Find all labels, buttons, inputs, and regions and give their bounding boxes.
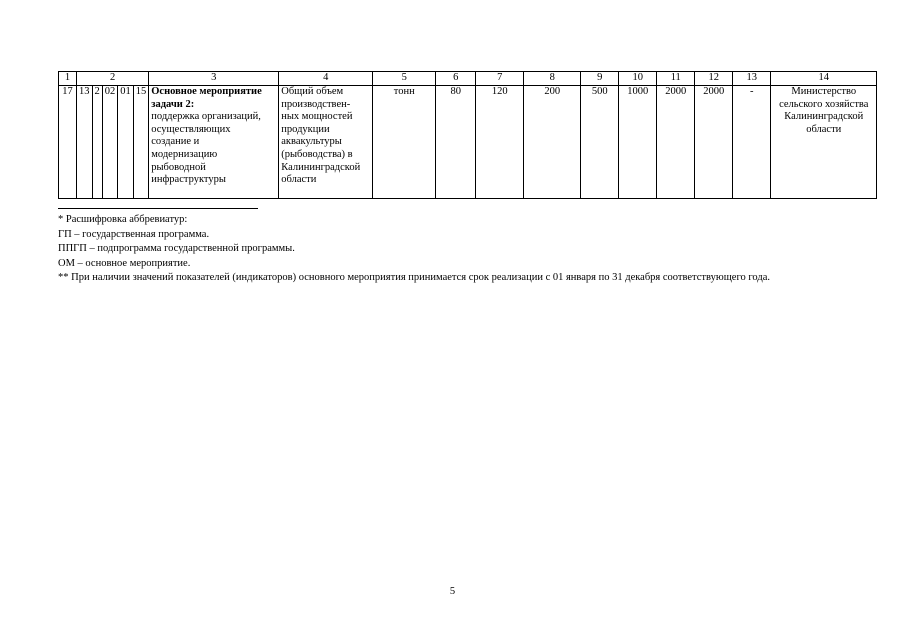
measure-text-line-5: рыбоводной — [151, 161, 206, 173]
header-col-11: 11 — [657, 72, 695, 86]
footnote-abbreviations-title: * Расшифровка аббревиатур: — [58, 214, 188, 225]
header-col-8: 8 — [524, 72, 581, 86]
code-part-c: 02 — [102, 86, 118, 199]
measure-text-line-2: осуществляющих — [151, 123, 231, 135]
indicator-line-7: Калининградской — [281, 161, 361, 173]
indicator-line-8: области — [281, 174, 317, 186]
header-col-10: 10 — [619, 72, 657, 86]
value-col-13: - — [733, 86, 771, 199]
executor-line-1: Министерство — [791, 86, 857, 97]
value-col-9: 500 — [581, 86, 619, 199]
executor-line-4: области — [806, 123, 842, 135]
unit-cell: тонн — [373, 86, 436, 199]
footnote-divider — [58, 208, 258, 209]
header-col-5: 5 — [373, 72, 436, 86]
code-gp: 17 — [59, 86, 77, 199]
value-col-7: 120 — [476, 86, 524, 199]
footnote-deadline: ** При наличии значений показателей (индикаторов) основного мероприятия принимается срок реализации с 01 января по 31 декабря соответствующего года. — [58, 272, 770, 283]
footnote-om: ОМ – основное мероприятие. — [58, 257, 191, 269]
code-part-a: 13 — [77, 86, 93, 199]
table-row — [59, 86, 877, 199]
measure-text-line-6: инфраструктуры — [151, 174, 226, 186]
value-col-10: 1000 — [619, 86, 657, 199]
measure-title-line-2: задачи 2: — [151, 98, 195, 110]
header-col-6: 6 — [436, 72, 476, 86]
value-col-12: 2000 — [695, 86, 733, 199]
measure-text-line-3: создание и — [151, 136, 200, 148]
indicator-line-6: (рыбоводства) в — [281, 148, 353, 160]
value-col-6: 80 — [436, 86, 476, 199]
footnotes — [58, 213, 770, 286]
measure-title-line-1: Основное мероприятие — [151, 86, 262, 97]
indicators-table — [58, 71, 877, 199]
indicator-line-3: ных мощностей — [281, 111, 353, 123]
header-col-13: 13 — [733, 72, 771, 86]
indicator-line-1: Общий объем — [281, 86, 344, 97]
header-col-12: 12 — [695, 72, 733, 86]
value-col-8: 200 — [524, 86, 581, 199]
executor-line-2: сельского хозяйства — [779, 98, 869, 110]
header-col-4: 4 — [279, 72, 373, 86]
code-part-b: 2 — [92, 86, 102, 199]
footnote-gp: ГП – государственная программа. — [58, 228, 210, 240]
code-part-d: 01 — [118, 86, 134, 199]
header-col-2: 2 — [77, 72, 149, 86]
code-part-e: 15 — [133, 86, 149, 199]
executor-cell — [771, 86, 877, 199]
measure-cell — [149, 86, 279, 199]
indicator-line-4: продукции — [281, 123, 330, 135]
header-col-9: 9 — [581, 72, 619, 86]
table-header-row — [59, 72, 877, 86]
executor-line-3: Калининградской — [784, 111, 864, 123]
measure-text-line-1: поддержка организаций, — [151, 111, 261, 123]
indicator-line-5: аквакультуры — [281, 136, 342, 148]
footnote-ppgp: ППГП – подпрограмма государственной программы. — [58, 243, 295, 254]
header-col-1: 1 — [59, 72, 77, 86]
indicator-line-2: производствен- — [281, 98, 351, 110]
indicator-cell — [279, 86, 373, 199]
page-number: 5 — [449, 586, 456, 597]
header-col-7: 7 — [476, 72, 524, 86]
header-col-3: 3 — [149, 72, 279, 86]
header-col-14: 14 — [771, 72, 877, 86]
measure-text-line-4: модернизацию — [151, 148, 218, 160]
value-col-11: 2000 — [657, 86, 695, 199]
